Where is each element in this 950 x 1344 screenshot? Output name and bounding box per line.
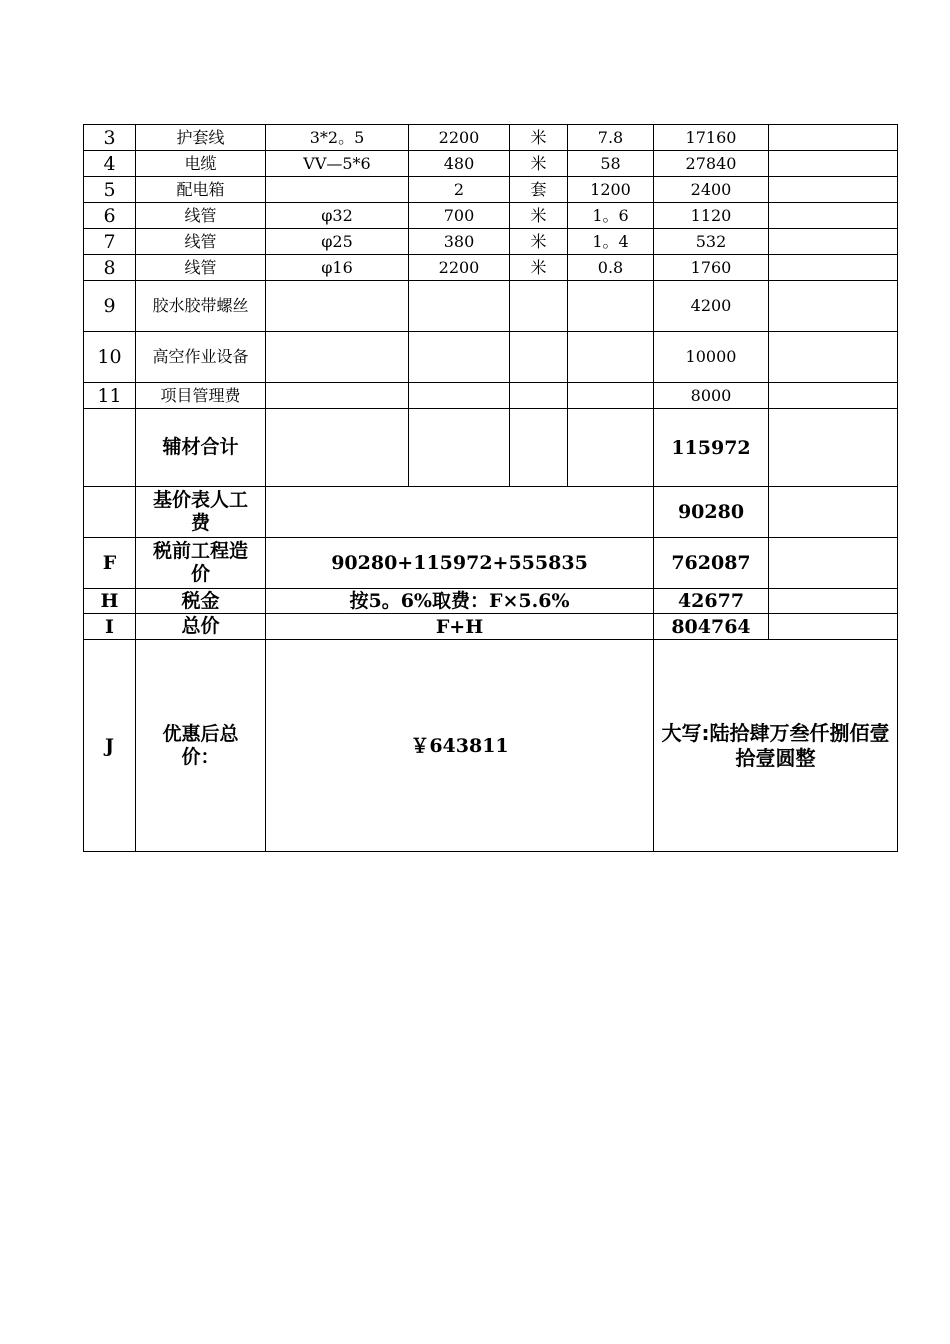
item-qty (409, 383, 510, 409)
item-rows (84, 125, 898, 409)
item-spec: φ25 (266, 229, 409, 255)
subtotal-amount: 115972 (654, 409, 769, 487)
item-price (568, 332, 654, 383)
labor-row (84, 487, 898, 538)
item-amount: 2400 (654, 177, 769, 203)
item-spec: φ32 (266, 203, 409, 229)
item-qty: 2200 (409, 255, 510, 281)
row-no: 8 (84, 255, 136, 281)
labor-label: 基价表人工费 (152, 489, 248, 534)
item-spec: VV—5*6 (266, 151, 409, 177)
pretax-formula: 90280+115972+555835 (266, 538, 654, 589)
item-amount: 1760 (654, 255, 769, 281)
item-name: 项目管理费 (136, 383, 266, 409)
item-amount: 10000 (654, 332, 769, 383)
table-row (84, 125, 898, 151)
table-row (84, 151, 898, 177)
item-unit: 米 (510, 255, 568, 281)
item-spec (266, 281, 409, 332)
item-price: 1。4 (568, 229, 654, 255)
subtotal-row (84, 409, 898, 487)
total-formula: F+H (266, 614, 654, 640)
table-row (84, 281, 898, 332)
item-name: 线管 (136, 255, 266, 281)
labor-amount: 90280 (654, 487, 769, 538)
item-spec: 3*2。5 (266, 125, 409, 151)
item-qty (409, 332, 510, 383)
item-note (769, 255, 898, 281)
row-no: 9 (84, 281, 136, 332)
item-amount: 4200 (654, 281, 769, 332)
tax-formula: 按5。6%取费：F×5.6% (266, 589, 654, 614)
item-name-text: 高空作业设备 (152, 347, 249, 366)
row-no: 11 (84, 383, 136, 409)
item-note (769, 281, 898, 332)
row-no: 7 (84, 229, 136, 255)
item-name: 护套线 (136, 125, 266, 151)
pretax-label: 税前工程造价 (152, 540, 248, 585)
discount-label: 优惠后总价： (162, 722, 239, 768)
item-qty (409, 281, 510, 332)
item-qty: 2 (409, 177, 510, 203)
total-label: 总价 (136, 614, 266, 640)
pretax-code: F (84, 538, 136, 589)
item-price (568, 281, 654, 332)
row-no: 5 (84, 177, 136, 203)
item-spec: φ16 (266, 255, 409, 281)
item-price: 1200 (568, 177, 654, 203)
item-qty: 480 (409, 151, 510, 177)
item-note (769, 151, 898, 177)
item-unit: 套 (510, 177, 568, 203)
total-row (84, 614, 898, 640)
discount-uppercase: 大写:陆拾肆万叁仟捌佰壹拾壹圆整 (661, 720, 890, 770)
item-note (769, 177, 898, 203)
table-row (84, 203, 898, 229)
item-price: 58 (568, 151, 654, 177)
item-amount: 8000 (654, 383, 769, 409)
item-name (136, 281, 266, 332)
item-amount: 532 (654, 229, 769, 255)
item-amount: 27840 (654, 151, 769, 177)
item-unit (510, 332, 568, 383)
item-spec (266, 177, 409, 203)
row-no: 4 (84, 151, 136, 177)
item-spec (266, 383, 409, 409)
item-qty: 380 (409, 229, 510, 255)
item-name: 电缆 (136, 151, 266, 177)
table-row (84, 383, 898, 409)
tax-label: 税金 (136, 589, 266, 614)
item-unit: 米 (510, 151, 568, 177)
row-no: 3 (84, 125, 136, 151)
item-unit (510, 281, 568, 332)
total-code: I (84, 614, 136, 640)
row-no: 10 (84, 332, 136, 383)
table-row (84, 255, 898, 281)
item-note (769, 203, 898, 229)
subtotal-no-cell (84, 409, 136, 487)
item-name (136, 332, 266, 383)
pretax-amount: 762087 (654, 538, 769, 589)
item-price: 0.8 (568, 255, 654, 281)
tax-amount: 42677 (654, 589, 769, 614)
item-note (769, 125, 898, 151)
tax-code: H (84, 589, 136, 614)
discount-amount: ￥643811 (266, 640, 654, 852)
item-unit: 米 (510, 203, 568, 229)
item-unit (510, 383, 568, 409)
quotation-table (83, 124, 898, 852)
discount-code: J (84, 640, 136, 852)
table-row (84, 177, 898, 203)
item-name: 配电箱 (136, 177, 266, 203)
item-spec (266, 332, 409, 383)
pretax-row (84, 538, 898, 589)
item-price (568, 383, 654, 409)
item-amount: 17160 (654, 125, 769, 151)
item-qty: 700 (409, 203, 510, 229)
item-qty: 2200 (409, 125, 510, 151)
subtotal-label: 辅材合计 (136, 409, 266, 487)
item-unit: 米 (510, 125, 568, 151)
item-name: 线管 (136, 229, 266, 255)
item-price: 7.8 (568, 125, 654, 151)
item-name: 线管 (136, 203, 266, 229)
item-unit: 米 (510, 229, 568, 255)
row-no: 6 (84, 203, 136, 229)
table-row (84, 332, 898, 383)
tax-row (84, 589, 898, 614)
item-name-text: 胶水胶带螺丝 (152, 296, 249, 315)
item-amount: 1120 (654, 203, 769, 229)
item-note (769, 229, 898, 255)
item-note (769, 332, 898, 383)
discount-row (84, 640, 898, 852)
summary-rows (84, 409, 898, 852)
item-price: 1。6 (568, 203, 654, 229)
item-note (769, 383, 898, 409)
table-row (84, 229, 898, 255)
total-amount: 804764 (654, 614, 769, 640)
